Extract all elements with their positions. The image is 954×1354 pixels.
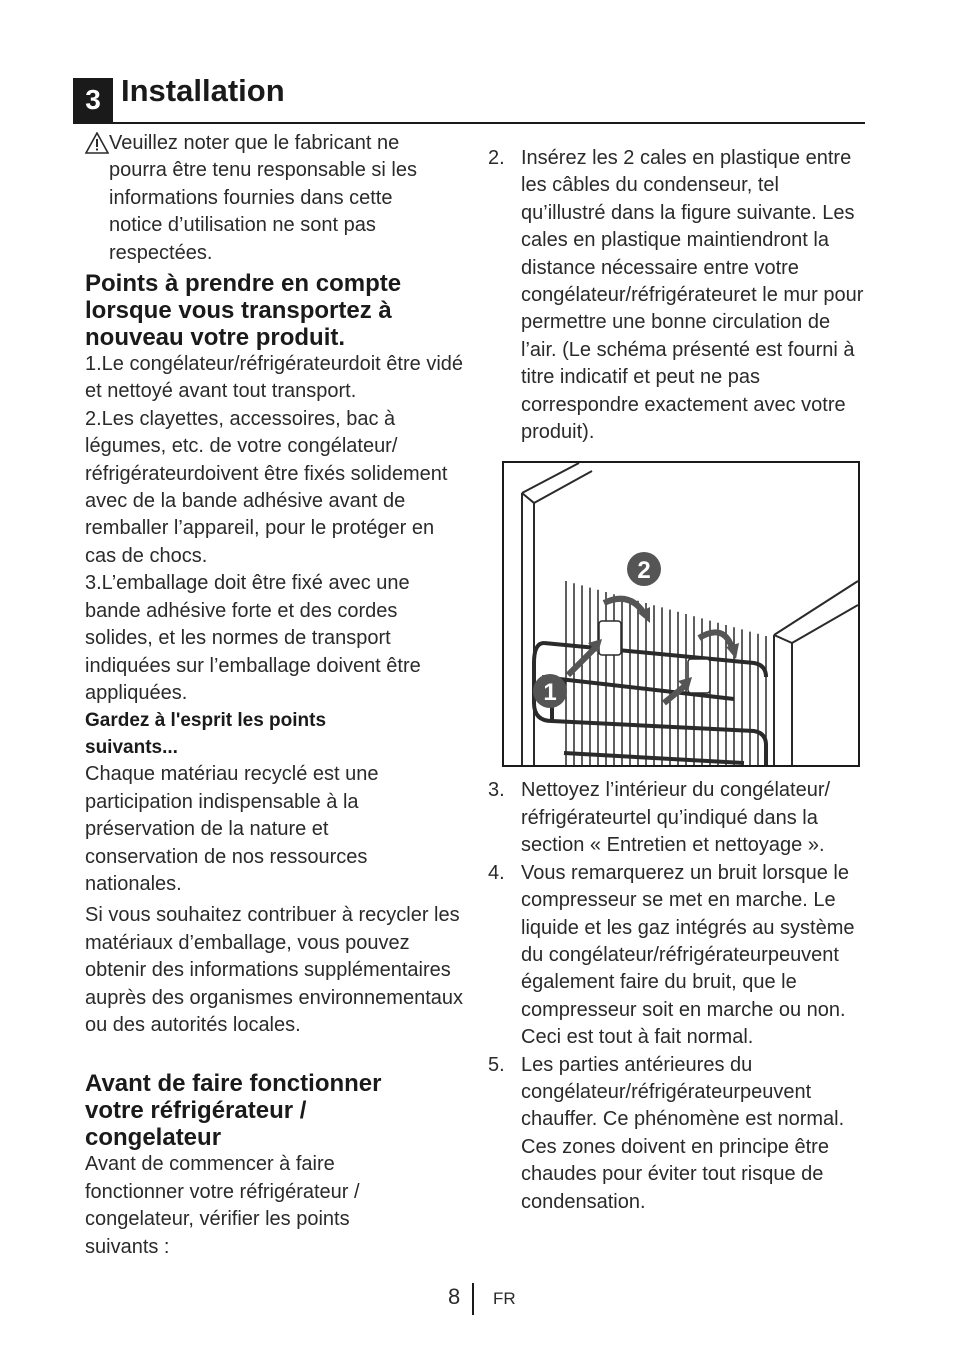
section-title: Installation xyxy=(121,73,285,108)
list-item xyxy=(488,145,868,446)
list-item xyxy=(488,777,868,859)
left-column xyxy=(85,130,465,1261)
list-number: 4. xyxy=(488,861,505,884)
page-number: 8 xyxy=(448,1284,461,1309)
badge-2: 2 xyxy=(637,557,651,585)
list-number: 2. xyxy=(488,147,505,169)
list-number: 5. xyxy=(488,1053,505,1076)
warning-triangle-icon xyxy=(85,132,109,154)
section-number: 3 xyxy=(73,78,113,122)
list-item xyxy=(488,860,868,1052)
transport-item: 1.Le congélateur/réfrigérateurdoit être vidé et nettoyé avant tout transport. xyxy=(85,353,464,403)
plastic-spacer xyxy=(599,621,621,655)
list-text: Nettoyez l’intérieur du congélateur/ réfrigérateurtel qu’indiqué dans la section « Entretien et nettoyage ». xyxy=(521,779,831,857)
transport-item: 3.L’emballage doit être fixé avec une bande adhésive forte et des cordes solides, et les normes de transport indiquées sur l’emballage doivent être appliquées. xyxy=(85,572,421,704)
recycle-paragraph: Si vous souhaitez contribuer à recycler les matériaux d’emballage, vous pouvez obtenir des informations supplémentaires auprès des organismes environnementaux ou des autorités locales. xyxy=(85,904,463,1036)
list-text: Insérez les 2 cales en plastique entre les câbles du condenseur, tel qu’illustré dans la figure suivante. Les cales en plastique maintiendront la distance nécessaire entre votre congélateur/réfrigérateuret le mur pour permettre une bonne circulation de l’air. (Le schéma présenté est fourni à titre indicatif et peut ne pas correspondre exactement avec votre produit). xyxy=(521,147,864,444)
list-number: 3. xyxy=(488,779,505,802)
list-text: Vous remarquerez un bruit lorsque le compresseur se met en marche. Le liquide et les gaz intégrés au système du congélateur/réfrigérateurpeuvent également faire du bruit, que le compresseur soit en marche ou non. Ceci est tout à fait normal. xyxy=(521,861,855,1049)
warning-text: Veuillez noter que le fabricant ne pourra être tenu responsable si les informations fournies dans cette notice d’utilisation ne sont pas respectées. xyxy=(109,132,417,264)
condenser-illustration xyxy=(504,463,858,765)
footer-divider xyxy=(472,1283,474,1315)
remember-heading: Gardez à l'esprit les points suivants... xyxy=(85,710,327,759)
recycle-paragraph: Chaque matériau recyclé est une participation indispensable à la préservation de la nature et conservation de nos ressources nationales. xyxy=(85,763,379,895)
right-column xyxy=(488,145,868,1216)
warning-note xyxy=(85,130,465,267)
before-use-text: Avant de commencer à faire fonctionner votre réfrigérateur / congelateur, vérifier les points suivants : xyxy=(85,1153,360,1258)
transport-item: 2.Les clayettes, accessoires, bac à légumes, etc. de votre congélateur/ réfrigérateurdoivent être fixés solidement avec de la bande adhésive avant de remballer l’appareil, pour le protéger en cas de chocs. xyxy=(85,407,448,567)
plastic-spacer xyxy=(688,659,710,693)
list-item xyxy=(488,1052,868,1216)
badge-1: 1 xyxy=(543,679,557,707)
header-rule xyxy=(73,122,865,124)
before-use-heading: Avant de faire fonctionner votre réfrigérateur / congelateur xyxy=(85,1070,382,1152)
list-text: Les parties antérieures du congélateur/réfrigérateurpeuvent chauffer. Ce phénomène est normal. Ces zones doivent en principe être chaudes pour éviter tout risque de condensation. xyxy=(521,1053,845,1213)
condenser-wires xyxy=(566,581,766,765)
transport-heading: Points à prendre en compte lorsque vous transportez à nouveau votre produit. xyxy=(85,270,402,352)
condenser-spacer-figure xyxy=(502,461,860,767)
language-code: FR xyxy=(493,1289,516,1308)
